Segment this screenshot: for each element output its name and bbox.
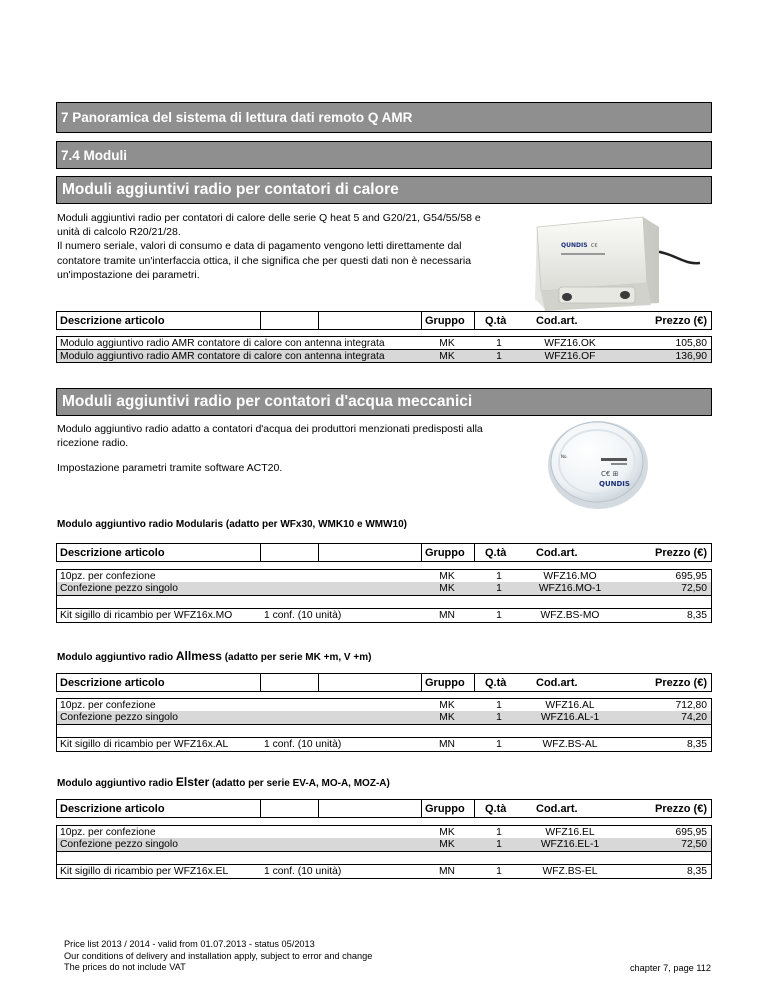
heat-table-header (56, 311, 712, 330)
table-row-kit: Kit sigillo di ricambio per WFZ16x.AL 1 conf. (10 unità) MN 1 WFZ.BS-AL 8,35 (56, 737, 712, 752)
col-price-header: Prezzo (€) (655, 315, 707, 327)
table-row: Modulo aggiuntivo radio AMR contatore di calore con antenna integrata MK 1 WFZ16.OK 105,80 (56, 336, 712, 350)
table-row: Confezione pezzo singolo MK 1 WFZ16.AL-1 74,20 (56, 711, 712, 725)
table-row: Confezione pezzo singolo MK 1 WFZ16.EL-1 72,50 (56, 838, 712, 852)
water-module-image (543, 413, 653, 513)
svg-text:C€: C€ (591, 243, 598, 249)
allmess-subtitle: Modulo aggiuntivo radio Allmess (adatto per serie MK +m, V +m) (57, 649, 372, 663)
water-parameter-note: Impostazione parametri tramite software ACT20. (57, 462, 283, 474)
allmess-table-header: Descrizione articolo Gruppo Q.tà Cod.art. Prezzo (€) (56, 673, 712, 692)
heat-section-title: Moduli aggiuntivi radio per contatori di calore (62, 181, 399, 198)
chapter-header (56, 102, 712, 133)
col-code-header: Cod.art. (536, 315, 578, 327)
section-title: 7.4 Moduli (61, 147, 128, 163)
water-module-brand-label: QUNDIS (599, 480, 630, 488)
heat-description: Moduli aggiuntivi radio per contatori di calore delle serie Q heat 5 and G20/21, G54/55/58 e unità di calcolo R20/21/28. Il numero seriale, valori di consumo e data di pagamento vengono letti direttamente dal contatore tramite un'interfaccia ottica, il che significa che per questi dati non è necessaria un'impostazione dei parametri. (57, 212, 481, 281)
elster-subtitle: Modulo aggiuntivo radio Elster (adatto per serie EV-A, MO-A, MOZ-A) (57, 775, 390, 789)
row-gap (56, 725, 712, 737)
section-header (56, 141, 712, 169)
water-description: Modulo aggiuntivo radio adatto a contatori d'acqua dei produttori menzionati predisposti alla ricezione radio. (57, 423, 483, 450)
table-row: Modulo aggiuntivo radio AMR contatore di calore con antenna integrata MK 1 WFZ16.OF 136,90 (56, 349, 712, 363)
col-qty-header: Q.tà (485, 315, 507, 327)
page-number: chapter 7, page 112 (629, 963, 711, 973)
table-row: Confezione pezzo singolo MK 1 WFZ16.MO-1 72,50 (56, 582, 712, 596)
row-gap (56, 596, 712, 608)
svg-text:C€ ⊞: C€ ⊞ (601, 470, 619, 478)
table-row-kit: Kit sigillo di ricambio per WFZ16x.EL 1 conf. (10 unità) MN 1 WFZ.BS-EL 8,35 (56, 864, 712, 879)
col-desc-header: Descrizione articolo (60, 315, 165, 327)
col-group-header: Gruppo (425, 315, 465, 327)
modularis-subtitle: Modulo aggiuntivo radio Modularis (adatto per WFx30, WMK10 e WMW10) (57, 519, 408, 530)
heat-module-brand-label: QUNDIS (561, 242, 588, 249)
heat-module-image (525, 205, 715, 325)
row-gap (56, 852, 712, 864)
modularis-table-header: Descrizione articolo Gruppo Q.tà Cod.art. Prezzo (€) (56, 543, 712, 562)
table-row: 10pz. per confezione MK 1 WFZ16.AL 712,80 (56, 698, 712, 711)
table-row: 10pz. per confezione MK 1 WFZ16.EL 695,95 (56, 825, 712, 838)
heat-section-header (56, 176, 712, 204)
water-section-title: Moduli aggiuntivi radio per contatori d'acqua meccanici (62, 393, 473, 410)
water-section-header (56, 388, 712, 416)
elster-table-header: Descrizione articolo Gruppo Q.tà Cod.art. Prezzo (€) (56, 799, 712, 818)
chapter-title: 7 Panoramica del sistema di lettura dati remoto Q AMR (61, 110, 413, 125)
footer-notes: Price list 2013 / 2014 - valid from 01.07.2013 - status 05/2013 Our conditions of delivery and installation apply, subject to error and change The prices do not include VAT (64, 939, 373, 972)
svg-text:No.: No. (561, 454, 568, 459)
table-row-kit: Kit sigillo di ricambio per WFZ16x.MO 1 conf. (10 unità) MN 1 WFZ.BS-MO 8,35 (56, 608, 712, 623)
table-row: 10pz. per confezione MK 1 WFZ16.MO 695,95 (56, 569, 712, 582)
